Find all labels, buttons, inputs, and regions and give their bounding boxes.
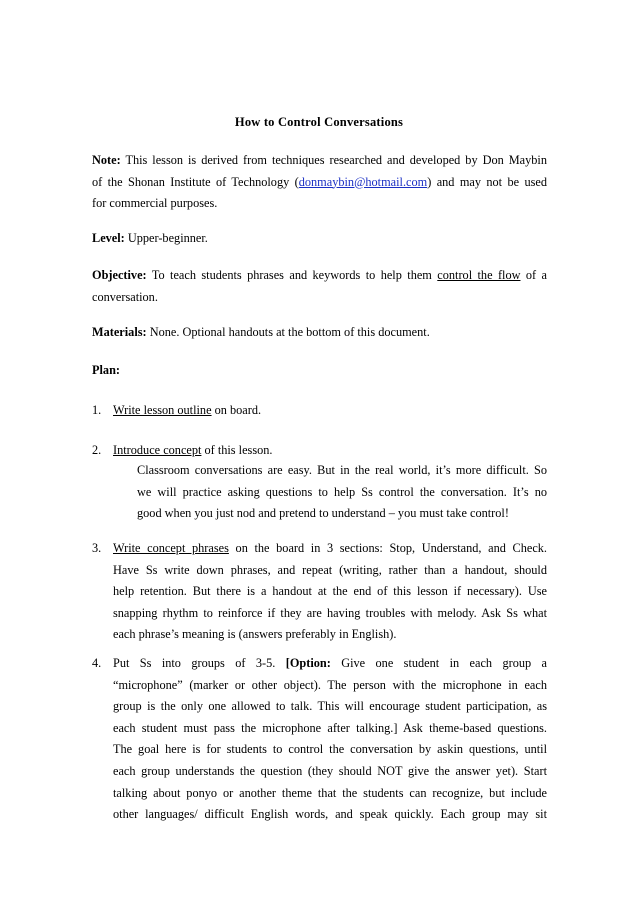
step-4-line-3: each student must pass the microphone after talking.] Ask theme-based questions. — [113, 720, 547, 735]
step-4 — [113, 653, 547, 826]
level-text: Upper-beginner. — [124, 231, 208, 245]
step-2-text: of this lesson. — [201, 443, 273, 457]
note-text-1: This lesson is derived from techniques researched and developed by Don Maybin — [120, 153, 547, 167]
note-text-4: for commercial purposes. — [92, 196, 218, 211]
step-2-underlined: Introduce concept — [113, 443, 202, 457]
note-paragraph — [92, 150, 547, 215]
step-3-line-4: each phrase’s meaning is (answers preferably in English). — [113, 627, 397, 642]
step-4-line-7: other languages/ difficult English words, and speak quickly. Each group may sit — [113, 807, 547, 822]
step-4-line-2: group is the only one allowed to talk. This will encourage student participation, as — [113, 699, 547, 714]
note-label: Note: — [92, 153, 121, 167]
step-2-line-2: we will practice asking questions to help Ss control the conversation. It’s no — [137, 484, 547, 499]
step-4-option-text: Give one student in each group a — [330, 656, 547, 670]
note-text-3: ) and may not be used — [427, 174, 547, 189]
materials-paragraph — [92, 322, 547, 344]
step-4-option-label: Option: — [289, 656, 331, 670]
step-4-option-bracket: [ — [285, 656, 290, 670]
step-4-line-6: talking about ponyo or another theme that the students can recognize, but include — [113, 785, 547, 800]
step-4-line-5: each group understands the question (they should NOT give the answer yet). Start — [113, 763, 547, 778]
step-4-line-4: The goal here is for students to control the conversation by askin questions, until — [113, 742, 547, 757]
step-1-number: 1. — [92, 403, 102, 417]
objective-text-2: of a — [520, 268, 547, 282]
step-3-text: on the board in 3 sections: Stop, Understand, and Check. — [228, 541, 547, 555]
plan-heading — [92, 360, 547, 382]
note-text-2: of the Shonan Institute of Technology ( — [92, 174, 299, 189]
materials-label: Materials: — [92, 325, 147, 339]
step-3 — [113, 538, 547, 646]
step-2-line-3: good when you just nod and pretend to understand – you must take control! — [137, 506, 509, 521]
step-2-line-1: Classroom conversations are easy. But in the real world, it’s more difficult. So — [137, 463, 547, 477]
step-2 — [113, 440, 547, 462]
objective-label: Objective: — [92, 268, 147, 282]
step-1-text: on board. — [211, 403, 262, 417]
step-3-underlined: Write concept phrases — [113, 541, 229, 555]
step-3-line-2: help retention. But there is a handout at the end of this lesson if necessary). Use — [113, 584, 547, 599]
objective-text-1: To teach students phrases and keywords to help them — [146, 268, 438, 282]
step-4-number: 4. — [92, 656, 102, 670]
level-paragraph — [92, 228, 547, 250]
step-4-first-text: Put Ss into groups of 3-5. — [113, 656, 286, 670]
step-1 — [113, 400, 547, 422]
step-2-number: 2. — [92, 443, 102, 457]
step-2-details — [137, 460, 547, 525]
step-3-number: 3. — [92, 541, 102, 555]
step-3-line-1: Have Ss write down phrases, and repeat (writing, rather than a handout, should — [113, 562, 547, 577]
step-1-underlined: Write lesson outline — [113, 403, 212, 417]
step-4-line-1: “microphone” (marker or other object). The person with the microphone in each — [113, 677, 547, 692]
email-link[interactable]: donmaybin@hotmail.com — [298, 174, 428, 189]
plan-label: Plan: — [92, 363, 121, 377]
objective-underlined: control the flow — [437, 268, 521, 282]
materials-text: None. Optional handouts at the bottom of this document. — [146, 325, 430, 339]
step-3-line-3: snapping rhythm to reinforce if they are having troubles with melody. Ask Ss what — [113, 605, 547, 620]
document-title: How to Control Conversations — [234, 115, 404, 129]
objective-text-3: conversation. — [92, 289, 158, 304]
level-label: Level: — [92, 231, 125, 245]
objective-paragraph — [92, 265, 547, 308]
